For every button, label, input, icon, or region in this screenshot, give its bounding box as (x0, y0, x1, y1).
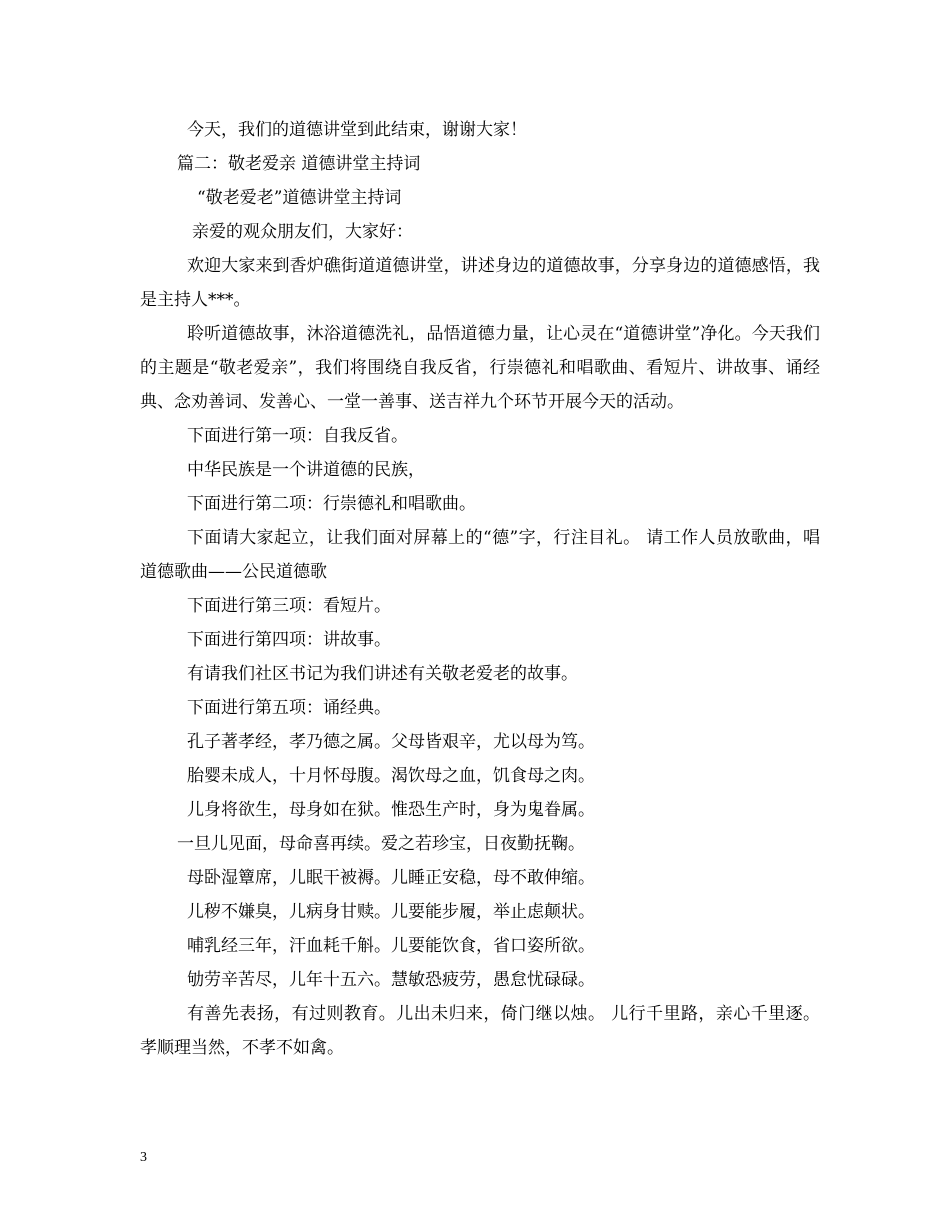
verse-line: 孔子著孝经，孝乃德之属。父母皆艰辛，尤以母为笃。 (187, 732, 595, 752)
page-number: 3 (140, 1150, 147, 1165)
step-five-line: 下面进行第五项：诵经典。 (187, 698, 391, 718)
verse-paragraph: 有善先表扬，有过则教育。儿出未归来，倚门继以烛。 儿行千里路，亲心千里逐。孝顺理当然，不孝不如禽。 (140, 1004, 820, 1058)
nation-line: 中华民族是一个讲道德的民族， (187, 460, 425, 480)
verse-line: 一旦儿见面，母命喜再续。爱之若珍宝，日夜勤抚鞠。 (177, 834, 585, 854)
step-one-line: 下面进行第一项：自我反省。 (187, 426, 408, 446)
step-four-line: 下面进行第四项：讲故事。 (187, 630, 391, 650)
section-heading: 篇二：敬老爱亲 道德讲堂主持词 (177, 154, 421, 174)
theme-paragraph: 聆听道德故事，沐浴道德洗礼，品悟道德力量，让心灵在“道德讲堂”净化。今天我们的主题是“敬老爱亲”，我们将围绕自我反省，行崇德礼和唱歌曲、看短片、讲故事、诵经典、念劝善词、发善心、一堂一善事、送吉祥九个环节开展今天的活动。 (140, 324, 820, 412)
document-body (140, 113, 820, 1065)
verse-line: 劬劳辛苦尽，儿年十五六。慧敏恐疲劳，愚怠忧碌碌。 (187, 970, 595, 990)
verse-line: 母卧湿簟席，儿眠干被褥。儿睡正安稳，母不敢伸缩。 (187, 868, 595, 888)
verse-line: 儿秽不嫌臭，儿病身甘赎。儿要能步履，举止虑颠状。 (187, 902, 595, 922)
step-three-line: 下面进行第三项：看短片。 (187, 596, 391, 616)
section-title: “敬老爱老”道德讲堂主持词 (197, 188, 402, 208)
story-line: 有请我们社区书记为我们讲述有关敬老爱老的故事。 (187, 664, 578, 684)
verse-line: 儿身将欲生，母身如在狱。惟恐生产时，身为鬼眷属。 (187, 800, 595, 820)
closing-line: 今天，我们的道德讲堂到此结束，谢谢大家！ (187, 120, 527, 140)
step-two-line: 下面进行第二项：行崇德礼和唱歌曲。 (187, 494, 476, 514)
greeting-line: 亲爱的观众朋友们，大家好： (192, 222, 413, 242)
verse-line: 哺乳经三年，汗血耗千斛。儿要能饮食，省口姿所欲。 (187, 936, 595, 956)
verse-line: 胎婴未成人，十月怀母腹。渴饮母之血，饥食母之肉。 (187, 766, 595, 786)
ceremony-paragraph: 下面请大家起立，让我们面对屏幕上的“德”字，行注目礼。 请工作人员放歌曲，唱道德歌曲——公民道德歌 (140, 528, 820, 582)
welcome-paragraph: 欢迎大家来到香炉礁街道道德讲堂，讲述身边的道德故事，分享身边的道德感悟，我是主持人***。 (140, 256, 820, 310)
